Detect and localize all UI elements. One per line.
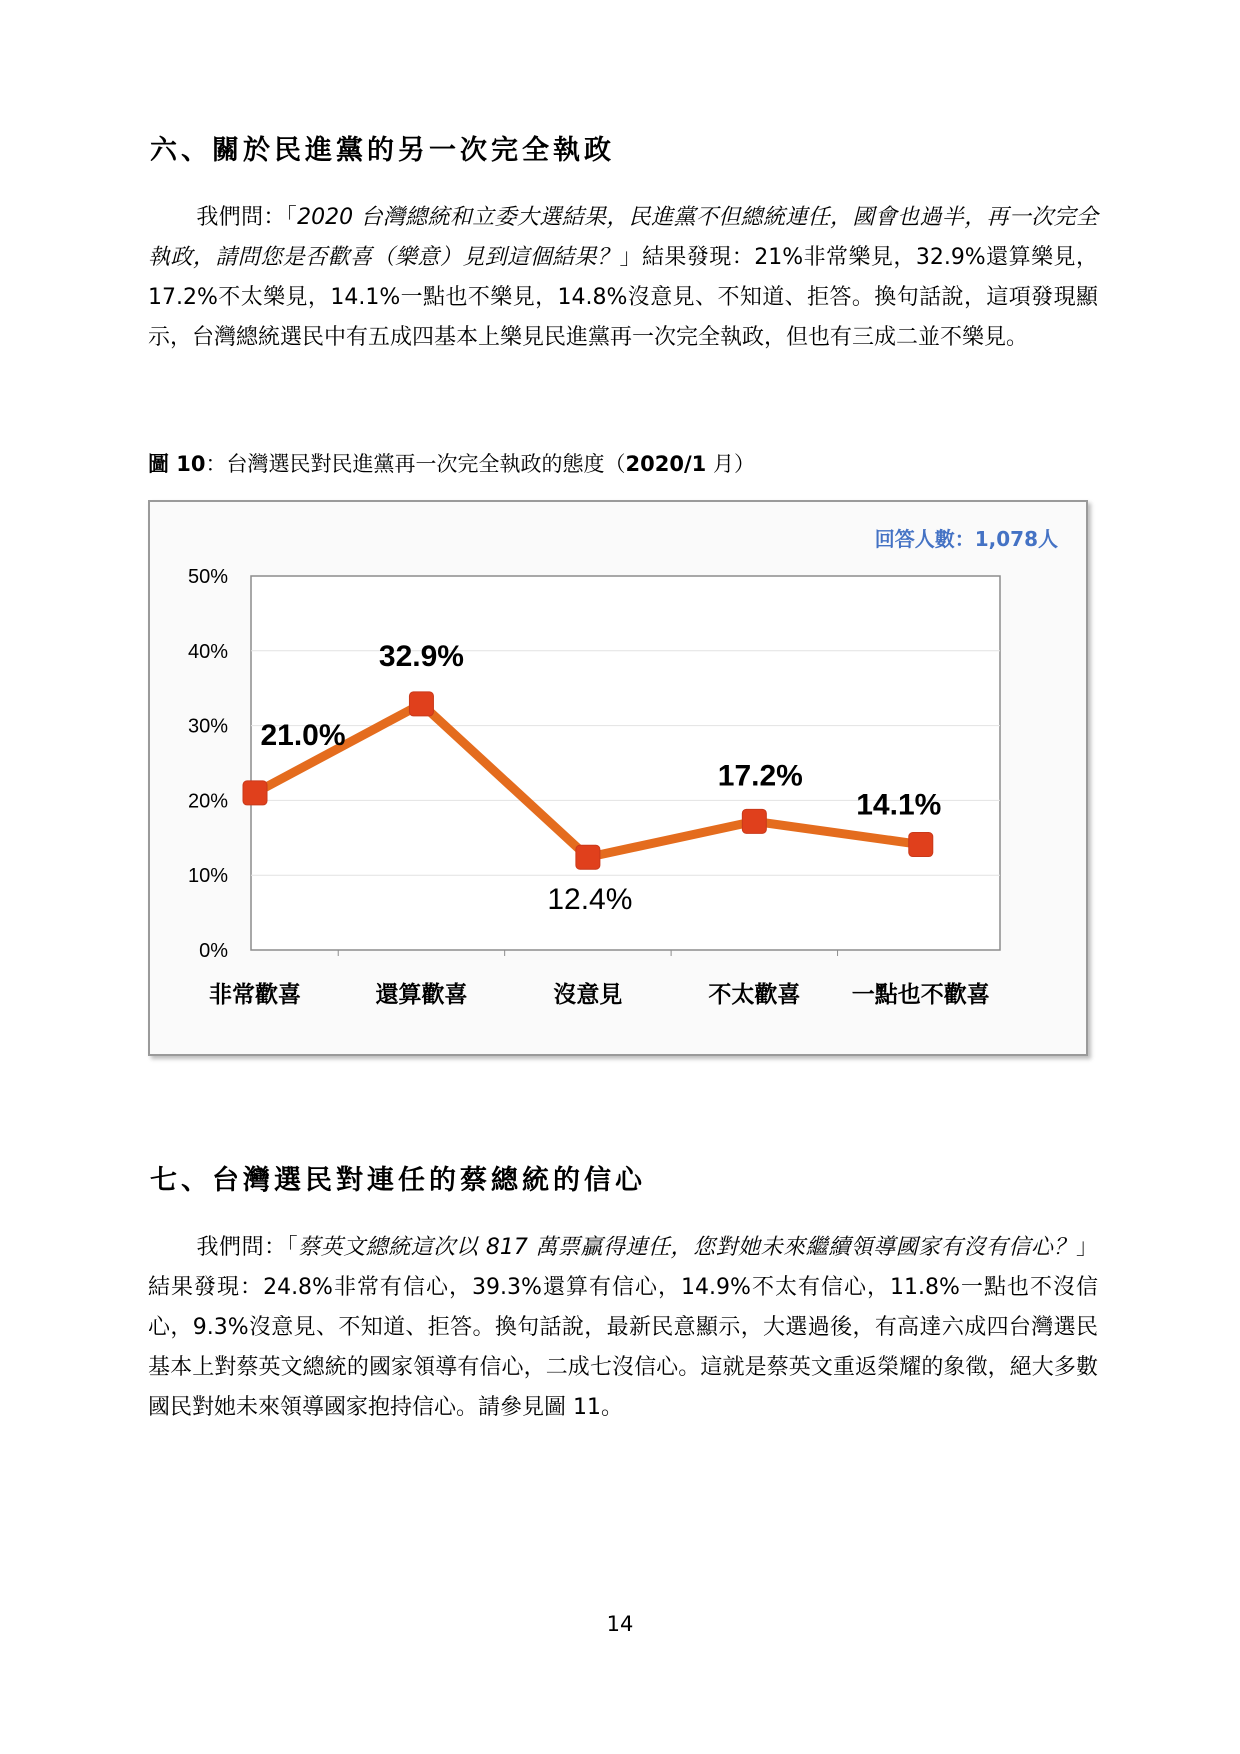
figure-caption (148, 448, 755, 478)
data-label: 17.2% (717, 759, 803, 793)
figure-date: 2020/1 (625, 452, 707, 476)
page-number: 14 (606, 1612, 634, 1636)
y-tick-label: 10% (187, 865, 228, 888)
figure-caption-text: ：台灣選民對民進黨再一次完全執政的態度（ (205, 452, 626, 476)
y-tick-label: 50% (187, 566, 228, 588)
data-point (909, 833, 933, 857)
figure-caption-end: 月） (706, 452, 755, 476)
para-lead: 我們問：「 (196, 205, 298, 230)
section-7-paragraph (148, 1228, 1098, 1428)
data-label: 21.0% (260, 718, 346, 752)
survey-question: 蔡英文總統這次以 817 萬票贏得連任，您對她未來繼續領導國家有沒有信心？ (298, 1235, 1076, 1260)
para-lead: 我們問：「 (196, 1235, 299, 1260)
data-point (742, 809, 766, 833)
data-label: 12.4% (547, 883, 633, 917)
x-category-label: 一點也不歡喜 (851, 982, 990, 1008)
chart-frame (148, 500, 1088, 1056)
y-tick-label: 40% (187, 640, 228, 663)
figure-label: 圖 10 (148, 452, 206, 476)
section-6-paragraph (148, 198, 1098, 358)
data-point (243, 781, 267, 805)
data-label: 32.9% (378, 639, 464, 673)
respondent-count: 回答人數：1,078人 (874, 527, 1058, 551)
section-heading-7: 七、台灣選民對連任的蔡總統的信心 (150, 1165, 646, 1196)
y-tick-label: 20% (187, 790, 228, 813)
para-findings: 」結果發現：24.8%非常有信心，39.3%還算有信心，14.9%不太有信心，11.8%一點也不沒信心，9.3%沒意見、不知道、拒答。換句話說，最新民意顯示，大選過後，有高達六成四台灣選民基本上對蔡英文總統的國家領導有信心，二成七沒信心。這就是蔡英文重返榮耀的象徵，絕大多數國民對她未來領導國家抱持信心。請參見圖 11。 (148, 1235, 1098, 1420)
section-heading-6: 六、關於民進黨的另一次完全執政 (150, 135, 615, 166)
para-findings: 」結果發現：21%非常樂見，32.9%還算樂見，17.2%不太樂見，14.1%一點也不樂見，14.8%沒意見、不知道、拒答。換句話說，這項發現顯示，台灣總統選民中有五成四基本上樂見民進黨再一次完全執政，但也有三成二並不樂見。 (148, 245, 1098, 350)
x-category-label: 還算歡喜 (375, 982, 468, 1008)
data-label: 14.1% (856, 788, 942, 822)
x-category-label: 沒意見 (553, 982, 623, 1008)
data-point (576, 845, 600, 869)
y-tick-label: 30% (187, 715, 228, 738)
y-tick-label: 0% (199, 940, 228, 962)
line-chart (150, 502, 1086, 1054)
data-point (409, 692, 433, 716)
x-category-label: 不太歡喜 (708, 982, 801, 1008)
survey-question: 2020 台灣總統和立委大選結果，民進黨不但總統連任，國會也過半，再一次完全執政，請問您是否歡喜（樂意）見到這個結果？ (148, 205, 1098, 270)
x-category-label: 非常歡喜 (209, 982, 301, 1008)
